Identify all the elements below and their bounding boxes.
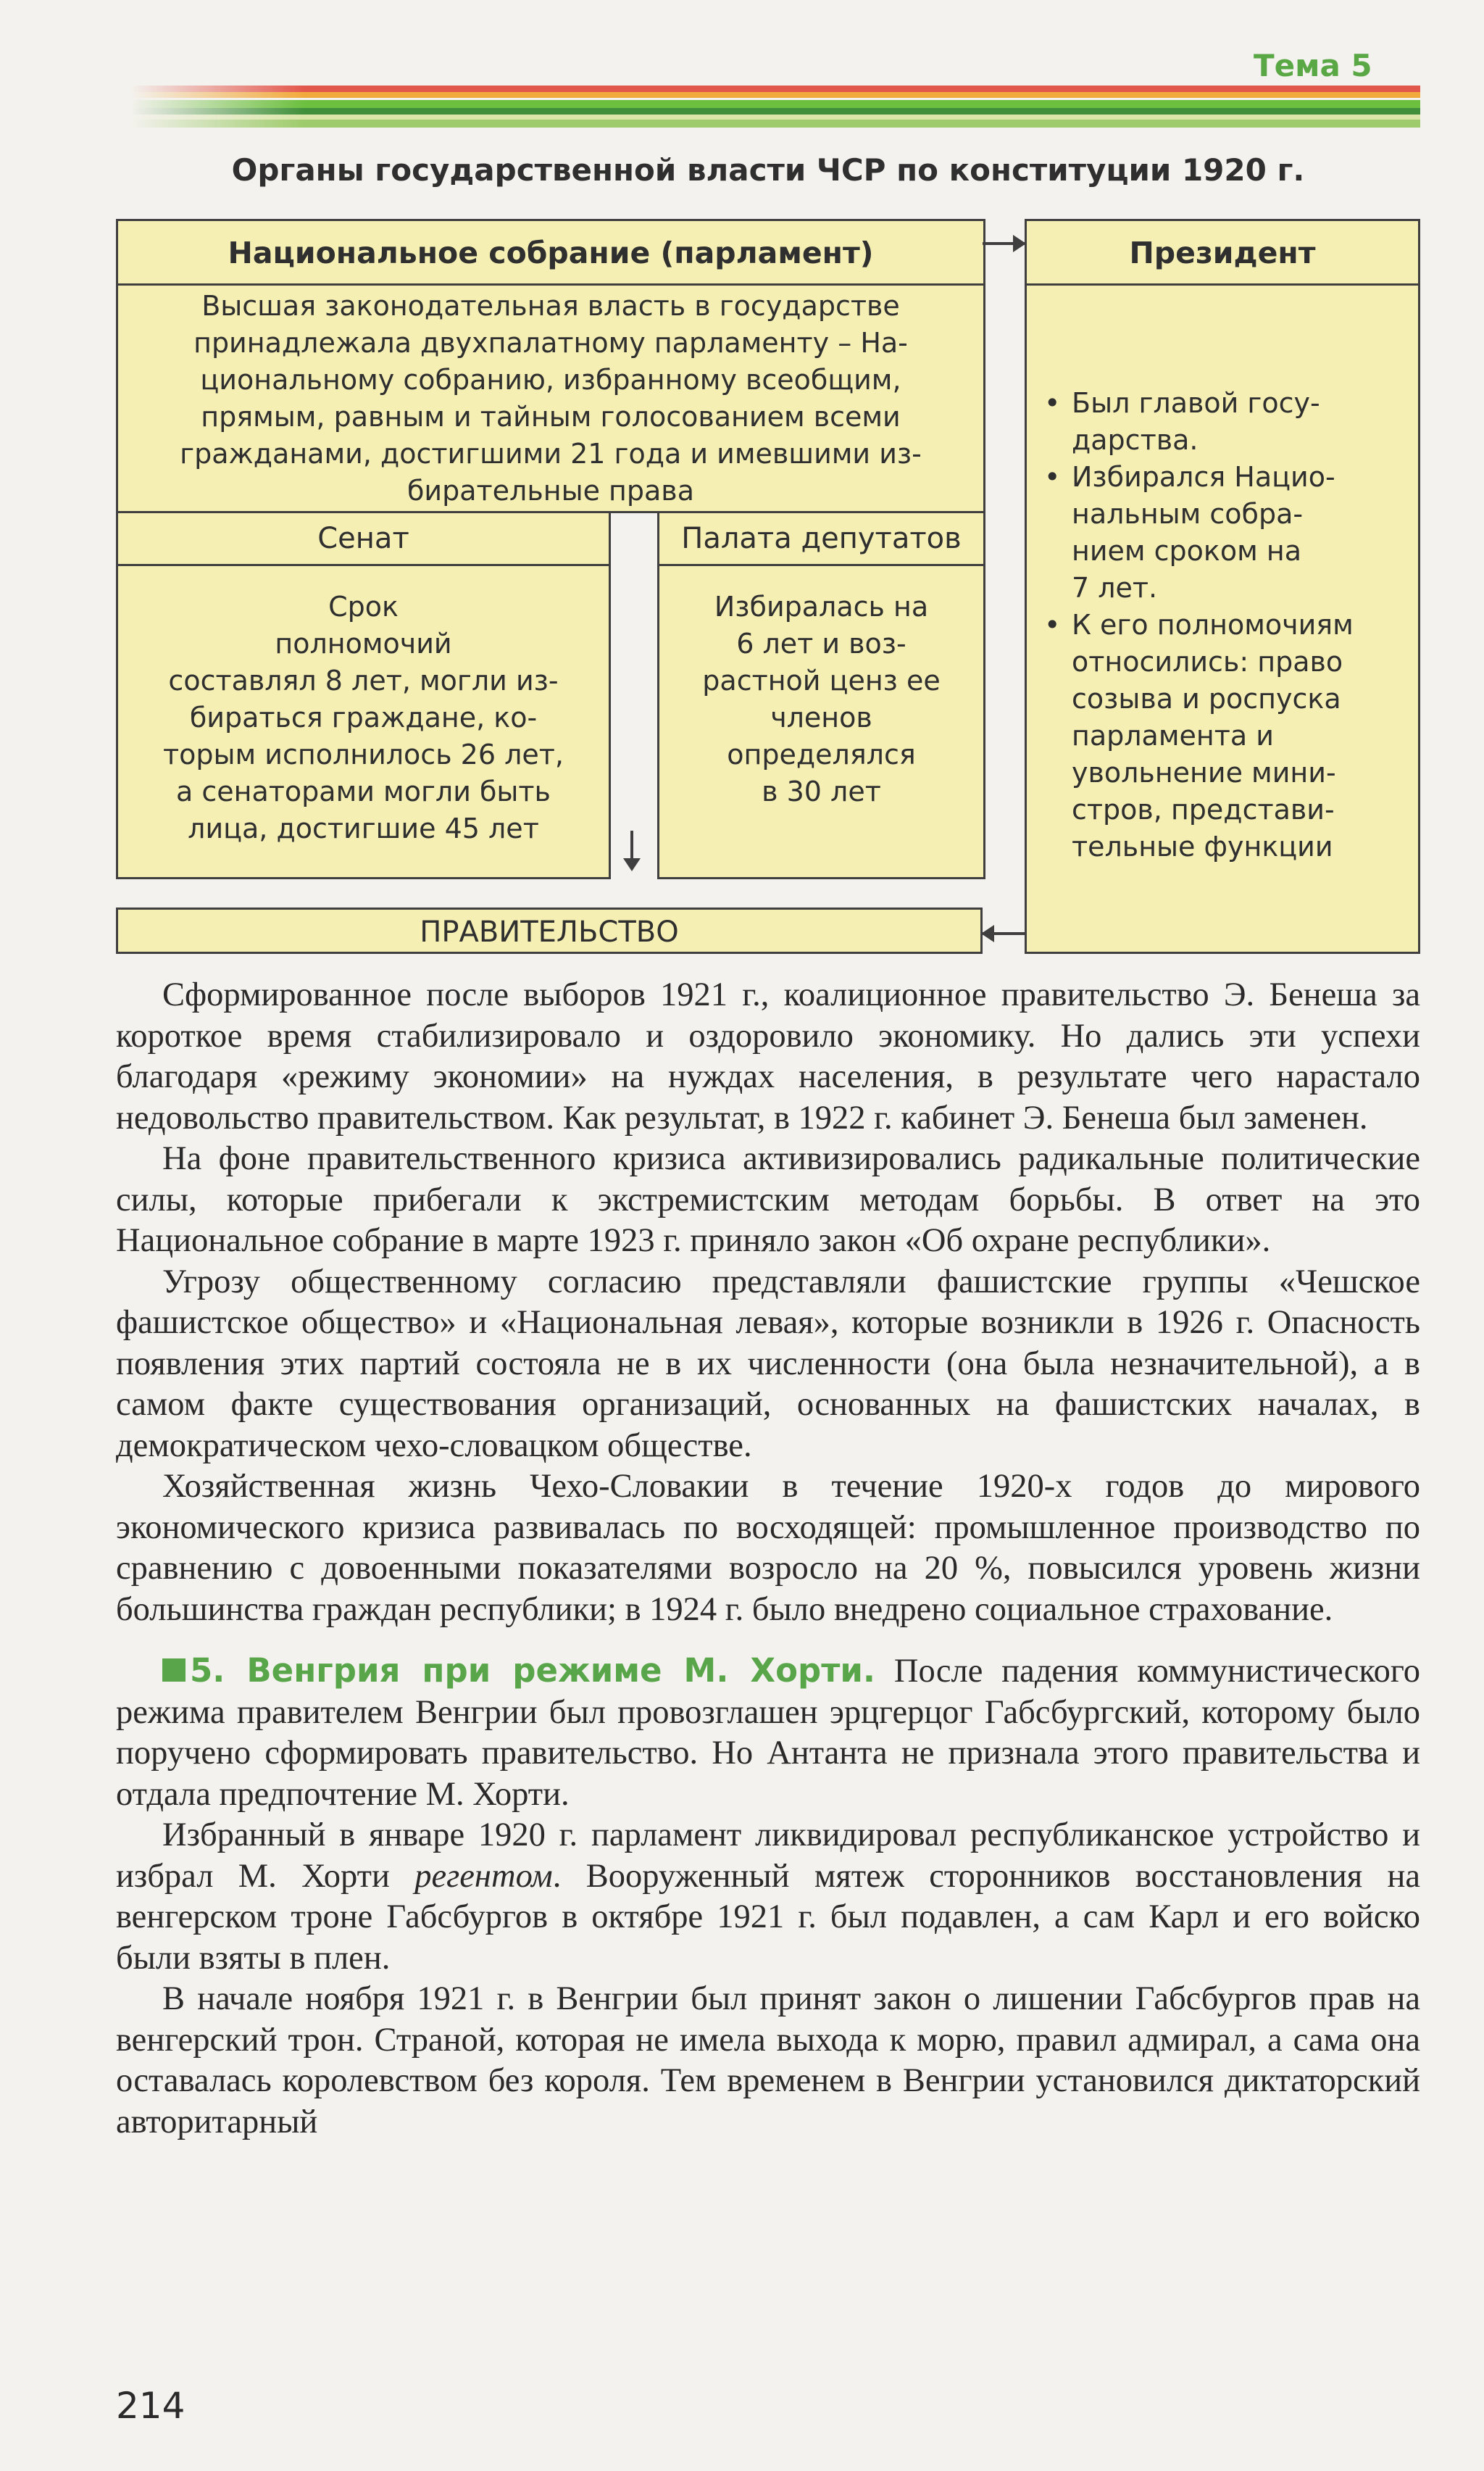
- paragraph: [116, 1815, 1420, 1979]
- paragraph: Сформированное после выборов 1921 г., коалиционное правительство Э. Бенеша за короткое время стабилизировало и оздоровило экономику. Но дались эти успехи благодаря «режиму экономии» на нуждах населения, в результате чего нарастало недовольство правительством. Как результат, в 1922 г. кабинет Э. Бенеша был заменен.: [116, 976, 1420, 1137]
- chamber-box: [657, 511, 985, 879]
- emphasis: регентом: [414, 1857, 553, 1895]
- paragraph-text: Избранный в январе 1920 г. парламент ликвидировал республиканское устройство и избрал М. Хорти: [116, 1816, 1420, 1895]
- paragraph: Хозяйственная жизнь Чехо-Словакии в течение 1920-х годов до мирового экономического кризиса развивалась по восходящей: промышленное производство по сравнению с довоенными показателями возросло на 20 %, повысился уровень жизни большинства граждан республики; в 1924 г. было внедрено социальное страхование.: [116, 1468, 1420, 1628]
- page-number: 214: [116, 2385, 186, 2427]
- parliament-title: Национальное собрание (парламент): [228, 236, 874, 270]
- divider: [1027, 283, 1418, 286]
- government-title: ПРАВИТЕЛЬСТВО: [420, 915, 679, 949]
- right-arrow: [983, 242, 1025, 245]
- senate-box: [116, 511, 611, 879]
- section-square-icon: [162, 1658, 186, 1682]
- president-list: [1040, 385, 1409, 865]
- paragraph-text: . Вооруженный мятеж сторонников восстановления на венгерском троне Габсбургов в октябре 1921 г. был подавлен, а сам Карл и его войско были взяты в плен.: [116, 1857, 1420, 1977]
- chamber-text: Избиралась на 6 лет и воз- растной ценз ее членов определялся в 30 лет: [702, 591, 941, 807]
- topic-label: Тема 5: [1254, 48, 1372, 83]
- left-arrow: [983, 932, 1025, 935]
- diagram-title: Органы государственной власти ЧСР по конституции 1920 г.: [231, 152, 1305, 188]
- paragraph: На фоне правительственного кризиса активизировались радикальные политические силы, которые прибегали к экстремистским методам борьбы. В ответ на это Национальное собрание в марте 1923 г. приняло закон «Об охране республики».: [116, 1140, 1420, 1259]
- section-lead: После падения коммунистического режима правителем Венгрии был провозглашен эрцгерцог Габсбургский, которому было поручено сформировать правительство. Но Антанта не признала этого правительства и отдала предпочтение М. Хорти.: [116, 1653, 1420, 1813]
- down-arrow: [630, 831, 633, 868]
- parliament-header-box: [116, 219, 985, 513]
- president-item: • Избирался Нацио- нальным собра- нием сроком на 7 лет.: [1040, 459, 1409, 607]
- body-text: [116, 975, 1420, 2143]
- paragraph: В начале ноября 1921 г. в Венгрии был принят закон о лишении Габсбургов прав на венгерский трон. Страной, которая не имела выхода к морю, правил адмирал, а сама она оставалась королевством без короля. Тем временем в Венгрии установился диктаторский авторитарный: [116, 1980, 1420, 2140]
- divider: [118, 283, 983, 286]
- parliament-text: Высшая законодательная власть в государстве принадлежала двухпалатному парламенту – На- циональному собранию, избранному всеобщим, прямым, равным и тайным голосованием всеми гражданами, достигшими 21 года и имевшими из- бирательные права: [180, 290, 922, 507]
- president-item: • Был главой госу- дарства.: [1040, 385, 1409, 459]
- divider: [659, 564, 983, 566]
- section-title: 5. Венгрия при режиме М. Хорти.: [190, 1651, 875, 1690]
- header-stripes: [130, 86, 1420, 128]
- president-title: Президент: [1129, 236, 1316, 270]
- chamber-title: Палата депутатов: [681, 522, 962, 555]
- senate-title: Сенат: [317, 522, 409, 555]
- government-box: [116, 908, 983, 954]
- senate-text: Срок полномочий составлял 8 лет, могли из- бираться граждане, ко- торым исполнилось 26 лет, а сенаторами могли быть лица, достигшие 45 лет: [163, 591, 564, 844]
- section-paragraph: [116, 1650, 1420, 1815]
- president-item: • К его полномочиям относились: право созыва и роспуска парламента и увольнение мини- стров, представи- тельные функции: [1040, 607, 1409, 865]
- divider: [118, 564, 609, 566]
- president-box: [1025, 219, 1420, 954]
- paragraph: Угрозу общественному согласию представляли фашистские группы «Чешское фашистское общество» и «Национальная левая», которые возникли в 1926 г. Опасность появления этих партий состояла не в их численности (она была незначительной), а в самом факте существования организаций, основанных на фашистских началах, в демократическом чехо-словацком обществе.: [116, 1263, 1420, 1464]
